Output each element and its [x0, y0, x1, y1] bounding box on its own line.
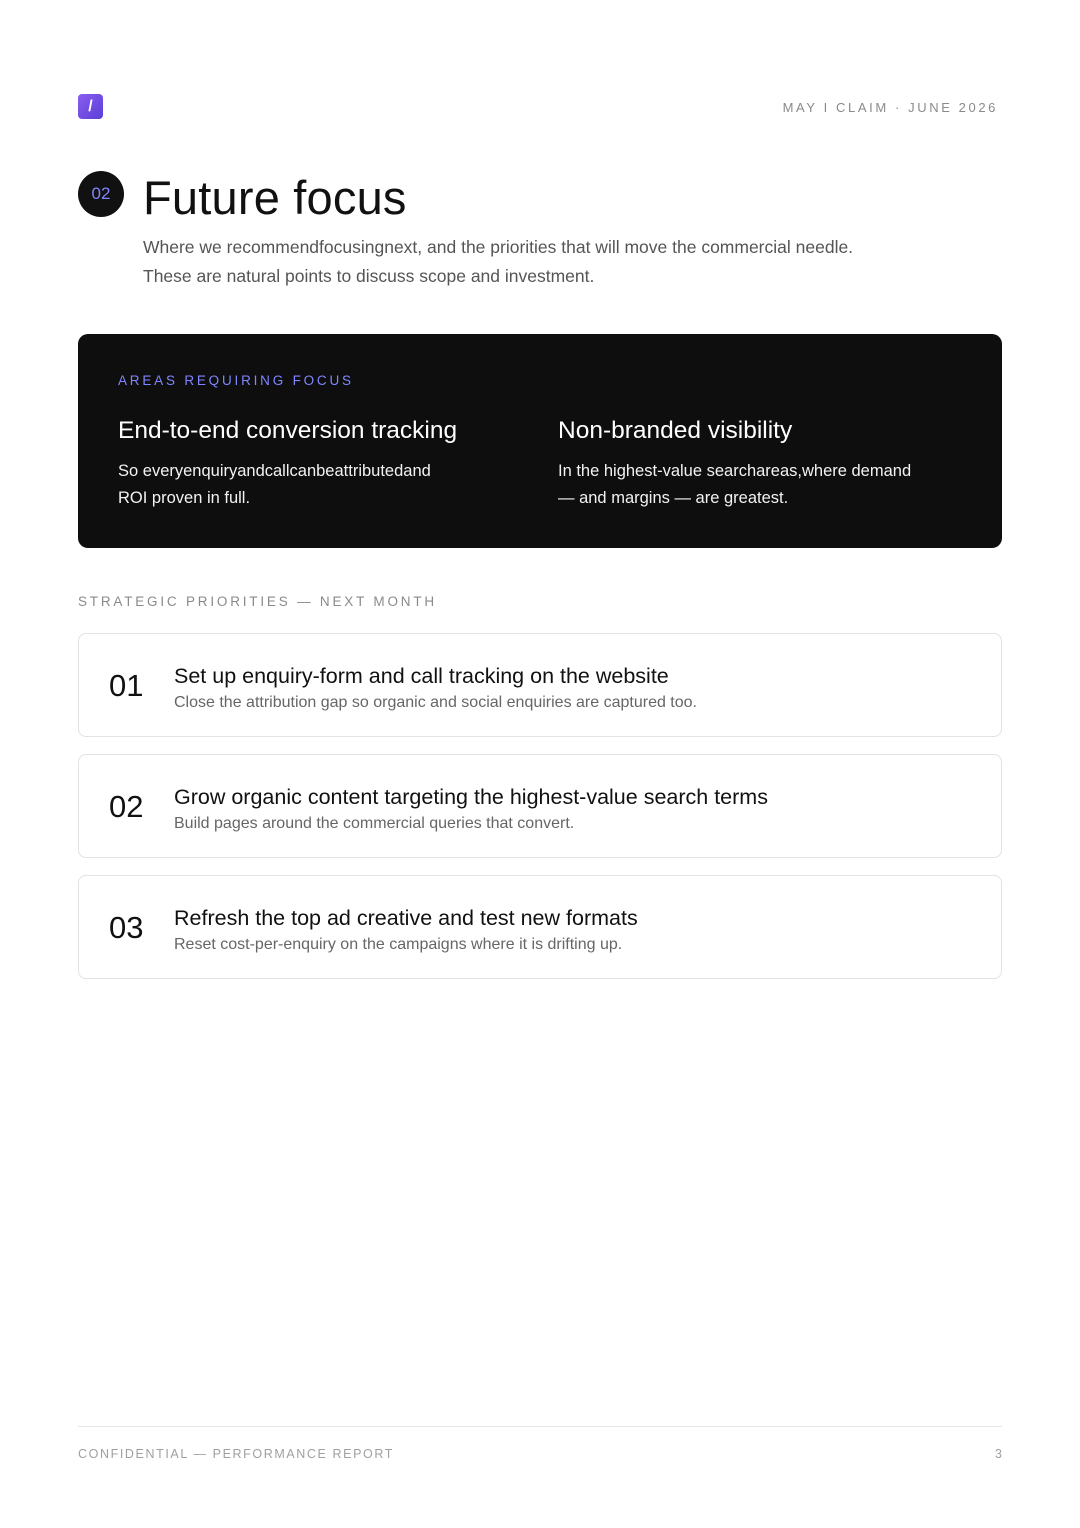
priority-title: Grow organic content targeting the highest-value search terms — [174, 785, 768, 809]
focus-area-body — [118, 458, 518, 512]
focus-area-body-line: — and margins — are greatest. — [558, 489, 789, 507]
footer-divider — [78, 1426, 1002, 1427]
priorities-label: STRATEGIC PRIORITIES — NEXT MONTH — [78, 594, 437, 609]
focus-area-conversion-tracking — [118, 415, 518, 512]
focus-area-title: End-to-end conversion tracking — [118, 417, 458, 444]
page-number: 3 — [995, 1447, 1002, 1461]
focus-area-body — [558, 458, 958, 512]
brand-logo-icon: / — [78, 94, 103, 119]
footer-label: CONFIDENTIAL — PERFORMANCE REPORT — [78, 1447, 395, 1461]
priority-number: 03 — [109, 910, 144, 945]
priority-description: Build pages around the commercial queries that convert. — [174, 815, 575, 832]
intro-line: These are natural points to discuss scope and investment. — [143, 265, 595, 286]
header-meta: MAY I CLAIM · JUNE 2026 — [782, 100, 998, 115]
priority-description: Reset cost-per-enquiry on the campaigns where it is drifting up. — [174, 936, 623, 953]
focus-areas-panel — [78, 334, 1002, 548]
priority-title: Set up enquiry-form and call tracking on the website — [174, 664, 669, 688]
focus-area-non-branded-visibility — [558, 415, 958, 512]
priority-card-02 — [78, 754, 1002, 858]
priority-title: Refresh the top ad creative and test new formats — [174, 906, 638, 930]
priority-number: 01 — [109, 668, 144, 703]
priority-number: 02 — [109, 789, 144, 824]
section-number-badge: 02 — [78, 171, 124, 217]
intro-text — [143, 233, 963, 290]
page-title: Future focus — [143, 171, 407, 224]
focus-area-title: Non-branded visibility — [558, 417, 793, 444]
focus-area-body-line: In the highest-value searchareas,where demand — [558, 462, 912, 480]
intro-line: Where we recommendfocusingnext, and the priorities that will move the commercial needle. — [143, 237, 854, 257]
priority-card-01 — [78, 633, 1002, 737]
focus-area-body-line: So everyenquiryandcallcanbeattributedand — [118, 462, 431, 480]
priority-card-03 — [78, 875, 1002, 979]
focus-areas-eyebrow: AREAS REQUIRING FOCUS — [118, 373, 354, 388]
priority-description: Close the attribution gap so organic and social enquiries are captured too. — [174, 694, 697, 711]
focus-area-body-line: ROI proven in full. — [118, 489, 251, 507]
